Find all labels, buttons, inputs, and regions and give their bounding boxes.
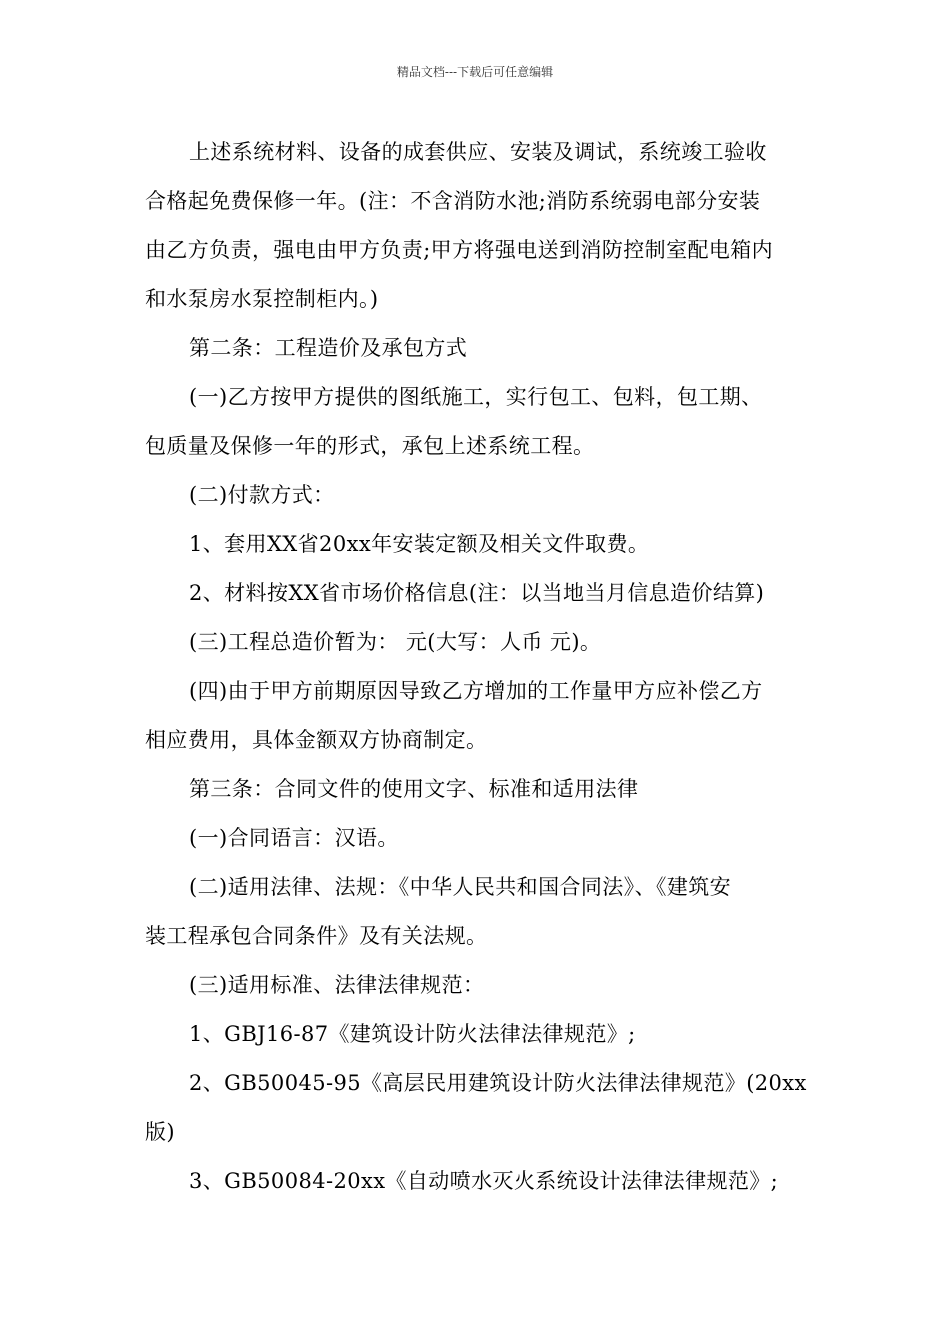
text-line: 2、GB50045-95《高层民用建筑设计防火法律法律规范》(20xx xyxy=(189,1071,807,1095)
text-line: (二)适用法律、法规：《中华人民共和国合同法》、《建筑安 xyxy=(189,875,732,899)
text-line: 3、GB50084-20xx《自动喷水灭火系统设计法律法律规范》; xyxy=(189,1169,779,1193)
text-line: 由乙方负责，强电由甲方负责;甲方将强电送到消防控制室配电箱内 xyxy=(145,238,774,262)
text-line: 2、材料按XX省市场价格信息(注：以当地当月信息造价结算) xyxy=(189,581,765,605)
text-line: (四)由于甲方前期原因导致乙方增加的工作量甲方应补偿乙方 xyxy=(189,679,763,703)
section-heading: 第三条：合同文件的使用文字、标准和适用法律 xyxy=(189,777,639,801)
text-line: 合格起免费保修一年。(注：不含消防水池;消防系统弱电部分安装 xyxy=(145,189,761,213)
text-line: 版) xyxy=(145,1120,175,1144)
text-line: 1、GBJ16-87《建筑设计防火法律法律规范》; xyxy=(189,1022,636,1046)
text-line: (一)合同语言：汉语。 xyxy=(189,826,399,850)
text-line: (二)付款方式： xyxy=(189,483,335,507)
text-line: (一)乙方按甲方提供的图纸施工，实行包工、包料，包工期、 xyxy=(189,385,763,409)
text-line: 包质量及保修一年的形式，承包上述系统工程。 xyxy=(145,434,595,458)
text-line: (三)工程总造价暂为： 元(大写：人币 元)。 xyxy=(189,630,602,654)
text-line: (三)适用标准、法律法律规范： xyxy=(189,973,485,997)
text-line: 相应费用，具体金额双方协商制定。 xyxy=(145,728,488,752)
text-line: 装工程承包合同条件》及有关法规。 xyxy=(145,924,488,948)
text-line: 上述系统材料、设备的成套供应、安装及调试，系统竣工验收 xyxy=(189,140,767,164)
page-header: 精品文档---下载后可任意编辑 xyxy=(396,65,554,79)
section-heading: 第二条：工程造价及承包方式 xyxy=(189,336,468,360)
text-line: 1、套用XX省20xx年安装定额及相关文件取费。 xyxy=(189,532,650,556)
text-line: 和水泵房水泵控制柜内。) xyxy=(145,287,379,311)
document-body xyxy=(145,128,809,1206)
